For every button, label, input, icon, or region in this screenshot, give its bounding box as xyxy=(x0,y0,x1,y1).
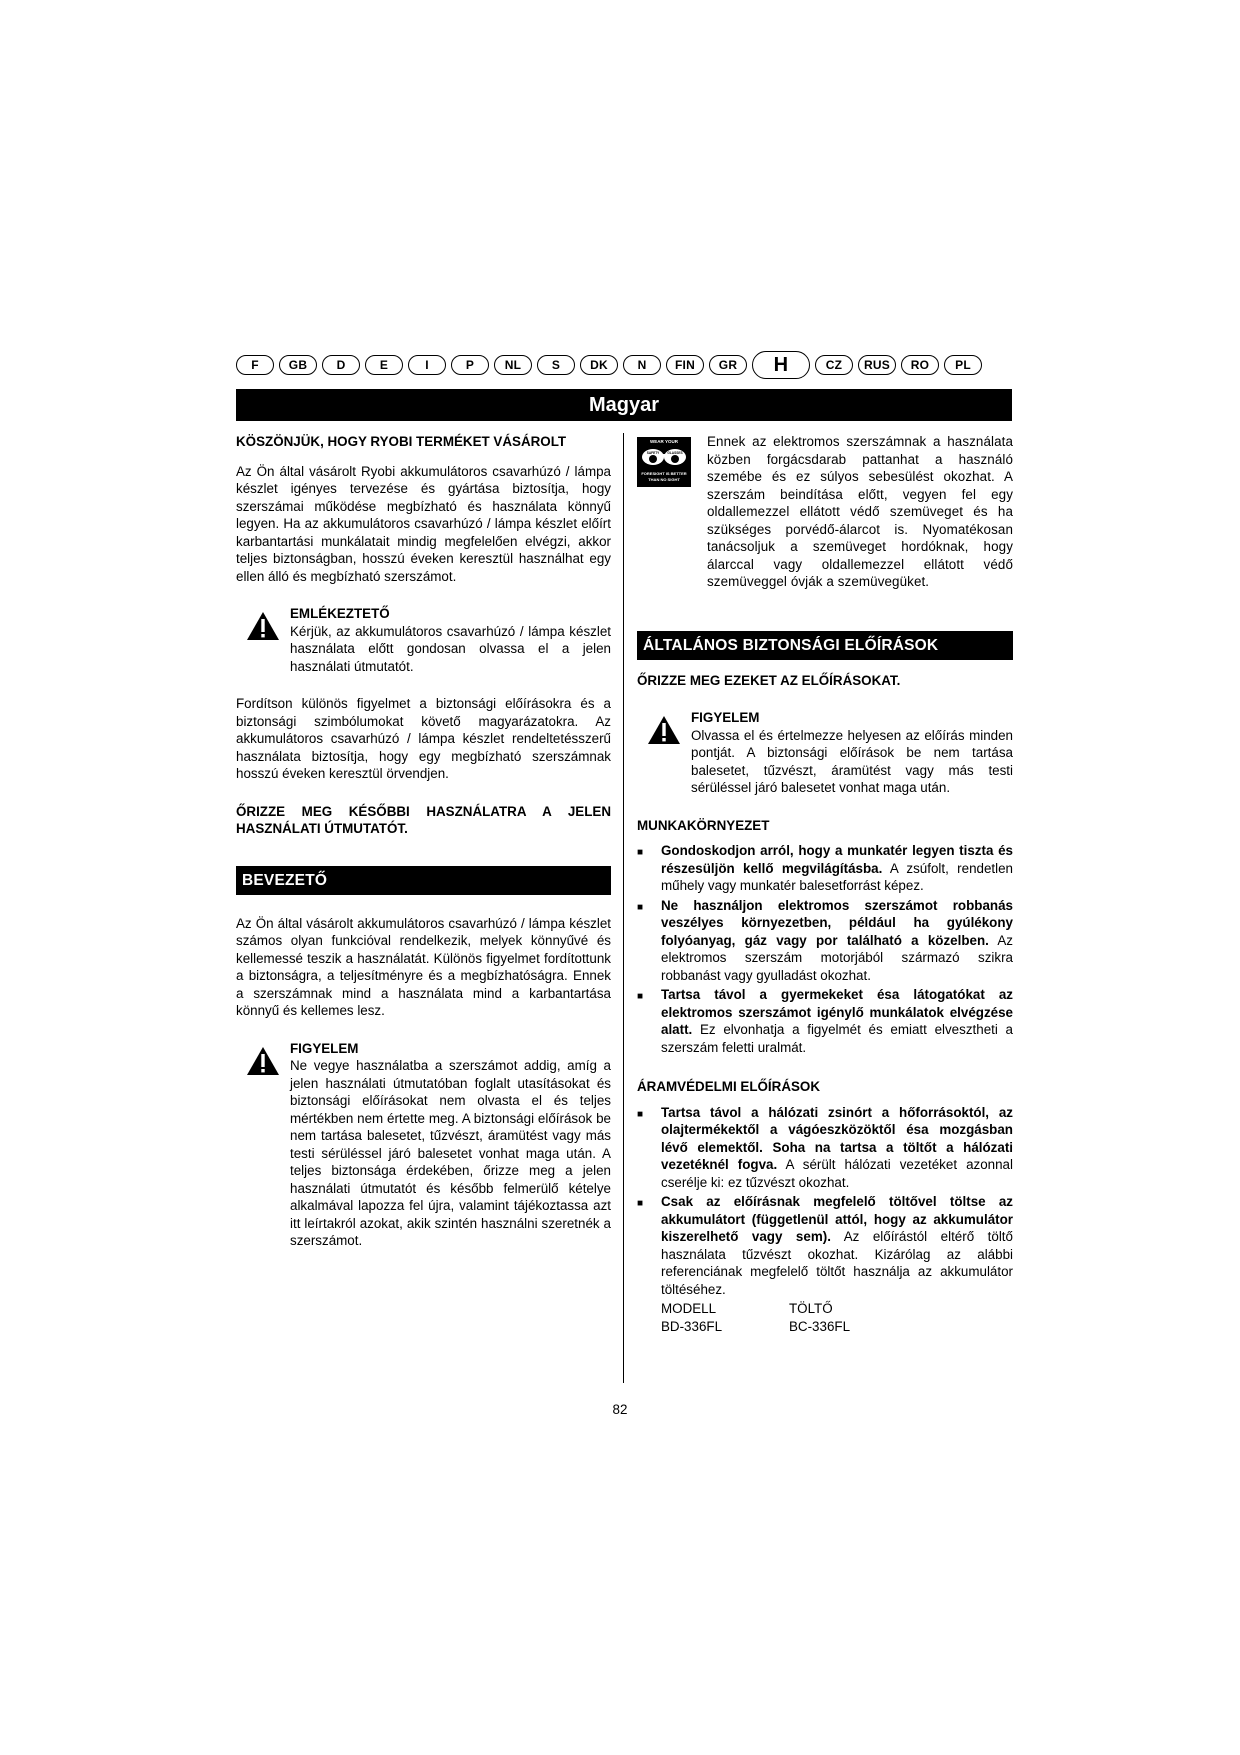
reminder-block xyxy=(236,605,611,675)
work-area-heading: MUNKAKÖRNYEZET xyxy=(637,817,770,833)
lang-nl[interactable]: NL xyxy=(494,355,532,375)
lang-d[interactable]: D xyxy=(322,355,360,375)
glasses-label-3: GLASSES xyxy=(667,451,683,455)
list-item-bold: Ne használjon elektromos szerszámot robbanás veszélyes környezetben, például ha gyúlékony folyóanyag, gáz vagy por található a közelben. xyxy=(661,897,1013,948)
warning-title-left: FIGYELEM xyxy=(290,1040,359,1056)
list-item-bold: Csak az előírásnak megfelelő töltővel töltse az akkumulátort (függetlenül attól, hogy az akkumulátor kiszerelhető vagy sem). xyxy=(661,1194,1013,1244)
warning-triangle-icon xyxy=(236,605,290,641)
list-item-bold: Gondoskodjon arról, hogy a munkatér legyen tiszta és részesüljön kellő megvilágításba. xyxy=(661,843,1013,876)
list-item xyxy=(637,1104,1013,1192)
list-item-bold: Tartsa távol a hálózati zsinórt a hőforrásoktól, az olajtermékektől a vágóeszközöktől ésa mozgásban lévő elemektől. Soha na tartsa a töltőt a hálózati vezetéknél fogva. xyxy=(661,1104,1013,1172)
safety-glasses-block xyxy=(637,433,1013,591)
reminder-title: EMLÉKEZTETŐ xyxy=(290,606,390,621)
list-item-text: Az elektromos szerszám motorjából származó szikra robbanást vagy gyulladást okozhat. xyxy=(661,932,1013,983)
language-title-banner: Magyar xyxy=(236,389,1012,421)
keep-rules-heading: ŐRIZZE MEG EZEKET AZ ELŐÍRÁSOKAT. xyxy=(637,672,901,688)
list-item xyxy=(637,986,1013,1056)
lang-n[interactable]: N xyxy=(623,355,661,375)
lang-fin[interactable]: FIN xyxy=(666,355,704,375)
list-item-text: Ez elvonhatja a figyelmét és emiatt elvesztheti a szerszám feletti uralmát. xyxy=(661,1022,1013,1055)
glasses-label-5: THAN NO SIGHT xyxy=(648,477,680,482)
lang-s[interactable]: S xyxy=(537,355,575,375)
warning-triangle-icon xyxy=(236,1040,290,1076)
bullet-square-icon: ■ xyxy=(637,1198,644,1209)
glasses-label-1: WEAR YOUR xyxy=(650,439,678,444)
model-charger-table xyxy=(661,1300,1013,1335)
model-value: BD-336FL xyxy=(661,1318,723,1334)
thanks-heading: KÖSZÖNJÜK, HOGY RYOBI TERMÉKET VÁSÁROLT xyxy=(236,434,567,449)
lang-p[interactable]: P xyxy=(451,355,489,375)
list-item-text: A sérült hálózati vezetéket azonnal cserélje ki: ez tűzvészt okozhat. xyxy=(661,1157,1013,1190)
list-item xyxy=(637,897,1013,985)
column-divider xyxy=(623,433,624,1383)
safety-glasses-icon xyxy=(637,437,691,487)
list-item-bold: Tartsa távol a gyermekeket ésa látogatókat az elektromos szerszámot igénylő munkálatok elvégzése alatt. xyxy=(661,987,1013,1037)
lang-cz[interactable]: CZ xyxy=(815,355,853,375)
list-item-text: Az előírástól eltérő töltő használata tűzvészt okozhat. Kizárólag az alábbi referenciának megfelelő töltőt használja az akkumulátor töltéséhez. xyxy=(661,1229,1013,1297)
bullet-square-icon: ■ xyxy=(637,991,644,1002)
bullet-square-icon: ■ xyxy=(637,1108,644,1120)
language-selector xyxy=(236,351,1006,379)
lang-rus[interactable]: RUS xyxy=(858,355,896,375)
list-item xyxy=(637,1193,1013,1298)
symbols-paragraph: Fordítson különös figyelmet a biztonsági előírásokra és a biztonsági szimbólumokat követő magyarázatokra. Az akkumulátoros csavarhúzó / lámpa készlet rendeltetésszerű használata biztosítja, hogy egy megbízható szerszámnak hosszú éveken keresztül örvendjen. xyxy=(236,696,611,781)
glasses-label-2: SAFETY xyxy=(646,451,660,455)
lang-f[interactable]: F xyxy=(236,355,274,375)
intro-paragraph: Az Ön által vásárolt akkumulátoros csavarhúzó / lámpa készlet számos olyan funkcióval rendelkezik, melyek könnyűvé és kellemessé teszik a használatát. Különös figyelmet fordítottunk a biztonságra, a teljesítményre és a megbízhatóságra. Ennek a szerszámnak mind a használata mind a karbantartása könnyű és kellemes lesz. xyxy=(236,915,611,1018)
warning-block-left xyxy=(236,1040,611,1250)
charger-header: TÖLTŐ xyxy=(789,1301,833,1316)
warning-title-right: FIGYELEM xyxy=(691,710,760,725)
lang-gb[interactable]: GB xyxy=(279,355,317,375)
bullet-square-icon: ■ xyxy=(637,847,644,858)
bullet-square-icon: ■ xyxy=(637,901,644,913)
warning-block-right xyxy=(637,709,1013,797)
lang-pl[interactable]: PL xyxy=(944,355,982,375)
page-number: 82 xyxy=(612,1402,628,1417)
lang-gr[interactable]: GR xyxy=(709,355,747,375)
power-safety-heading: ÁRAMVÉDELMI ELŐÍRÁSOK xyxy=(637,1079,821,1094)
lang-e[interactable]: E xyxy=(365,355,403,375)
intro-section-bar: BEVEZETŐ xyxy=(236,866,611,895)
list-item xyxy=(637,842,1013,895)
model-header: MODELL xyxy=(661,1301,717,1316)
warning-triangle-icon xyxy=(637,709,691,745)
reminder-text: Kérjük, az akkumulátoros csavarhúzó / lámpa készlet használata előtt gondosan olvassa el a jelen használati útmutatót. xyxy=(290,623,611,674)
lang-dk[interactable]: DK xyxy=(580,355,618,375)
safety-glasses-text: Ennek az elektromos szerszámnak a használata közben forgácsdarab pattanhat a használó szemébe és ez súlyos sebesülést okozhat. A szerszám beindítása előtt, vegyen fel egy oldallemezzel ellátott védő szemüveget és ha szükséges porvédő-álarcot is. Nyomatékosan tanácsoljuk a szemüveget hordóknak, hogy álarccal vagy oldallemezzel ellátott védő szemüveggel óvják a szemüvegüket. xyxy=(707,434,1013,589)
list-item-text: A zsúfolt, rendetlen műhely vagy munkatér balesetforrást képez. xyxy=(661,860,1013,893)
left-column xyxy=(236,433,611,1250)
warning-text-right: Olvassa el és értelmezze helyesen az előírás minden pontját. A biztonsági előírások be nem tartása balesetet, tűzvészt, áramütést vagy más testi sérüléssel járó balesetet vonhat maga után. xyxy=(691,727,1013,795)
charger-value: BC-336FL xyxy=(789,1318,851,1334)
lang-i[interactable]: I xyxy=(408,355,446,375)
general-safety-bar: ÁLTALÁNOS BIZTONSÁGI ELŐÍRÁSOK xyxy=(637,631,1013,660)
thanks-paragraph: Az Ön által vásárolt Ryobi akkumulátoros csavarhúzó / lámpa készlet igényes tervezése és gyártása biztosítja, hogy szerszámai működése megbízható és használata könnyű legyen. Ha az akkumulátoros csavarhúzó / lámpa készlet előírt karbantartási munkálatait mindig megfelelően elvégzi, akkor teljes biztonságban, hosszú éveken keresztül használhat egy ellen álló és megbízható szerszámot. xyxy=(236,463,611,584)
right-column xyxy=(637,433,1013,1335)
lang-h-active[interactable]: H xyxy=(752,351,810,379)
lang-ro[interactable]: RO xyxy=(901,355,939,375)
keep-manual-heading: ŐRIZZE MEG KÉSŐBBI HASZNÁLATRA A JELEN HASZNÁLATI ÚTMUTATÓT. xyxy=(236,803,611,836)
glasses-label-4: FORESIGHT IS BETTER xyxy=(641,471,687,476)
warning-text-left: Ne vegye használatba a szerszámot addig, amíg a jelen használati útmutatóban foglalt utasításokat és biztonsági előírásokat nem olvasta el és teljes mértékben nem értette meg. A biztonsági előírások be nem tartása balesetet, tűzvészt, áramütést vagy más testi sérüléssel járó balesetet vonhat maga után. A teljes biztonsága érdekében, őrizze meg a jelen használati útmutatót és később felmerülő kételye alkalmával lapozza fel újra, valamint tájékoztassa azt itt leírtakról azokat, akik szintén használni szeretnék a szerszámot. xyxy=(290,1058,611,1248)
